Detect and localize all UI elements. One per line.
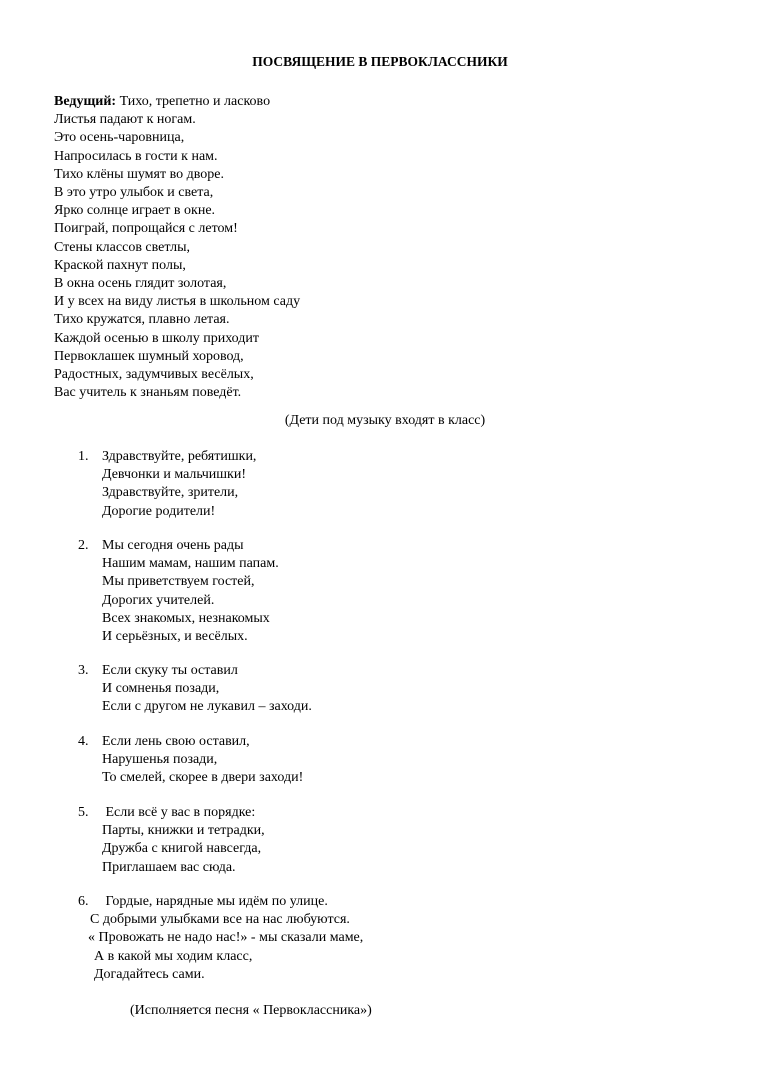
stanza-number: 3. xyxy=(78,663,89,678)
stanza-line: Мы приветствуем гостей, xyxy=(102,574,255,590)
intro-line: В это утро улыбок и света, xyxy=(54,185,214,201)
stanza-line: Дружба с книгой навсегда, xyxy=(102,841,262,857)
stanza-number: 2. xyxy=(78,538,89,553)
intro-line: Тихо кружатся, плавно летая. xyxy=(54,312,230,328)
song-direction: (Исполняется песня « Первоклассника») xyxy=(130,1003,372,1018)
intro-line: Радостных, задумчивых весёлых, xyxy=(54,367,254,383)
intro-line: Краской пахнут полы, xyxy=(54,257,186,273)
intro-first-line xyxy=(54,93,300,111)
stanza-line: Нашим мамам, нашим папам. xyxy=(102,556,279,572)
stanza-line: Если лень свою оставил, xyxy=(102,734,250,749)
stanza-number: 1. xyxy=(78,449,89,464)
intro-line: Тихо, трепетно и ласково xyxy=(116,94,271,109)
stanza-line: Если всё у вас в порядке: xyxy=(102,805,256,820)
stanza-line: То смелей, скорее в двери заходи! xyxy=(102,770,304,786)
stanza-line: И серьёзных, и весёлых. xyxy=(102,629,248,645)
intro-line: Вас учитель к знаньям поведёт. xyxy=(54,385,242,401)
stanza-line: Гордые, нарядные мы идём по улице. xyxy=(102,894,328,909)
stanza-line: Дорогих учителей. xyxy=(102,592,215,608)
stanza-6 xyxy=(78,893,363,984)
stanza-line: Здравствуйте, зрители, xyxy=(102,485,239,501)
stanza-line: Приглашаем вас сюда. xyxy=(102,859,236,875)
stanza-number: 4. xyxy=(78,734,89,749)
intro-line: Каждой осенью в школу приходит xyxy=(54,330,260,346)
intro-line: Напросилась в гости к нам. xyxy=(54,148,218,164)
stanza-number: 5. xyxy=(78,805,89,820)
stanza-2 xyxy=(78,537,279,646)
stanza-line: Всех знакомых, незнакомых xyxy=(102,610,270,626)
intro-line: В окна осень глядит золотая, xyxy=(54,276,227,292)
page-title: ПОСВЯЩЕНИЕ В ПЕРВОКЛАССНИКИ xyxy=(252,54,508,69)
intro-line: Стены классов светлы, xyxy=(54,239,191,255)
stanza-5 xyxy=(78,804,265,877)
intro-line: Поиграй, попрощайся с летом! xyxy=(54,221,238,237)
stanza-line: Здравствуйте, ребятишки, xyxy=(102,449,257,464)
stanza-line: « Провожать не надо нас!» - мы сказали маме, xyxy=(88,930,364,946)
host-intro xyxy=(54,93,300,402)
stanza-line: Если с другом не лукавил – заходи. xyxy=(102,699,312,715)
intro-line: Листья падают к ногам. xyxy=(54,112,196,128)
stanza-line: С добрыми улыбками все на нас любуются. xyxy=(90,912,350,928)
stanza-line: Девчонки и мальчишки! xyxy=(102,467,247,483)
intro-line: Первоклашек шумный хоровод, xyxy=(54,348,244,364)
stage-direction: (Дети под музыку входят в класс) xyxy=(284,413,486,428)
stanza-1 xyxy=(78,448,256,521)
stanza-line: Дорогие родители! xyxy=(102,503,216,519)
stanza-line: А в какой мы ходим класс, xyxy=(94,948,253,964)
stanza-line: Мы сегодня очень рады xyxy=(102,538,244,553)
stanza-line: Парты, книжки и тетрадки, xyxy=(102,823,265,839)
intro-line: Ярко солнце играет в окне. xyxy=(54,203,216,219)
stanza-line: И сомненья позади, xyxy=(102,681,220,697)
host-label: Ведущий: xyxy=(54,94,117,109)
stanza-line: Догадайтесь сами. xyxy=(94,966,205,982)
stanza-line: Если скуку ты оставил xyxy=(102,663,238,678)
stanza-line: Нарушенья позади, xyxy=(102,752,218,768)
stanza-4 xyxy=(78,733,303,788)
intro-line: Тихо клёны шумят во дворе. xyxy=(54,166,224,182)
stanza-number: 6. xyxy=(78,894,89,909)
intro-line: Это осень-чаровница, xyxy=(54,130,185,146)
intro-line: И у всех на виду листья в школьном саду xyxy=(54,294,301,310)
stanza-3 xyxy=(78,662,312,717)
